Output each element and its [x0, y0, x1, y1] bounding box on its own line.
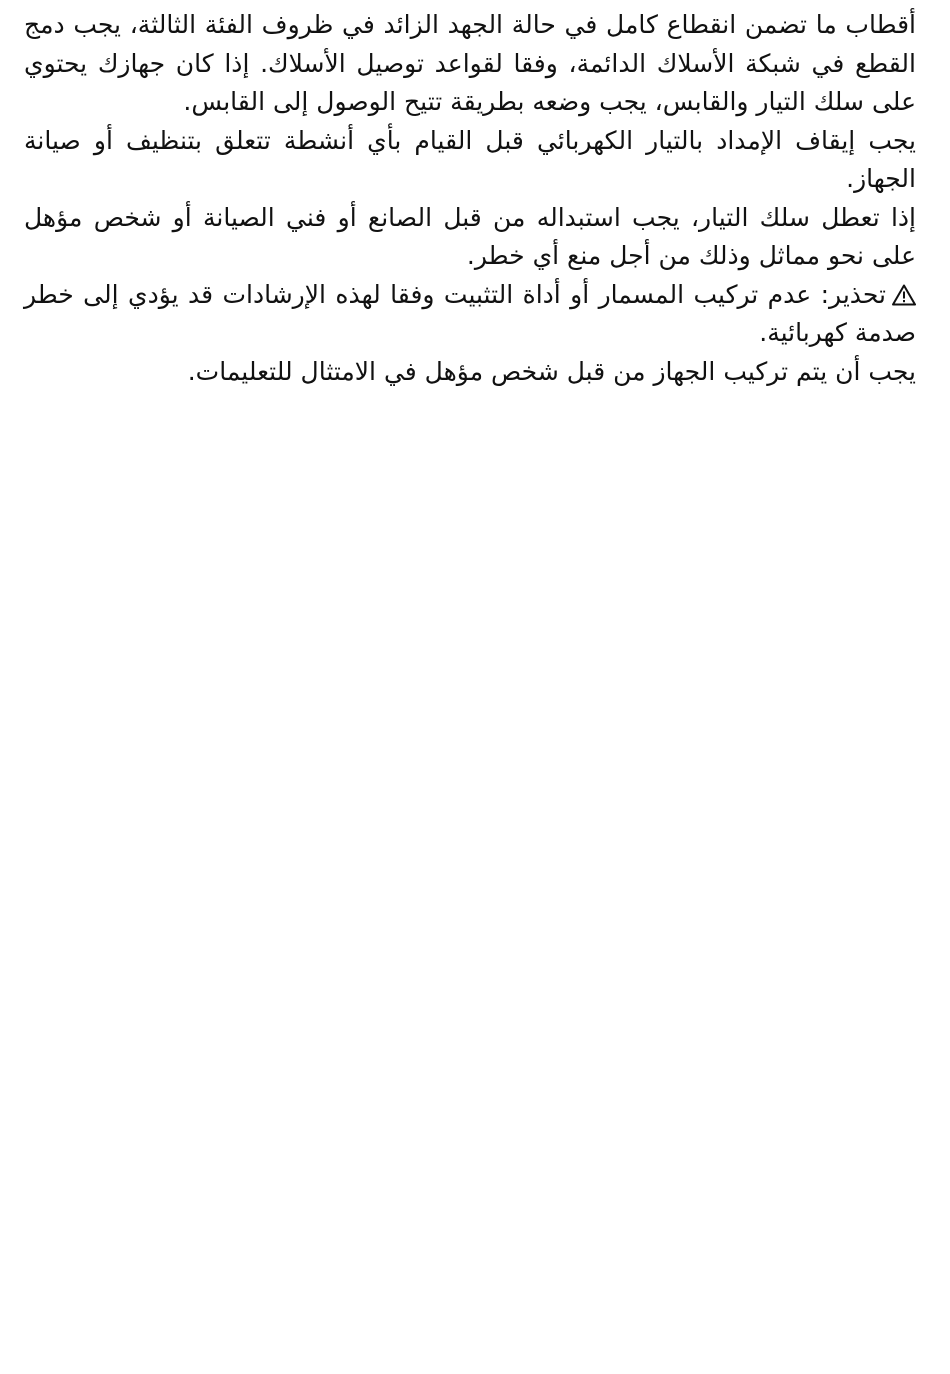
paragraph-power-off: يجب إيقاف الإمداد بالتيار الكهربائي قبل القيام بأي أنشطة تتعلق بتنظيف أو صيانة الجهاز. — [24, 125, 916, 193]
paragraph-wiring: أقطاب ما تضمن انقطاع كامل في حالة الجهد الزائد في ظروف الفئة الثالثة، يجب دمج القطع في شبكة الأسلاك الدائمة، وفقا لقواعد توصيل الأسلاك. إذا كان جهازك يحتوي على سلك التيار والقابس، يجب وضعه بطريقة تتيح الوصول إلى القابس. — [24, 10, 916, 116]
paragraph-power-cord: إذا تعطل سلك التيار، يجب استبداله من قبل الصانع أو فني الصيانة أو شخص مؤهل على نحو مماثل وذلك من أجل منع أي خطر. — [24, 202, 916, 270]
warning-triangle-icon — [892, 279, 916, 301]
document-body — [24, 6, 916, 391]
paragraph-installation: يجب أن يتم تركيب الجهاز من قبل شخص مؤهل في الامتثال للتعليمات. — [187, 356, 916, 386]
warning-paragraph — [24, 276, 916, 353]
warning-text: تحذير: عدم تركيب المسمار أو أداة التثبيت وفقا لهذه الإرشادات قد يؤدي إلى خطر صدمة كهربائية. — [24, 279, 916, 347]
